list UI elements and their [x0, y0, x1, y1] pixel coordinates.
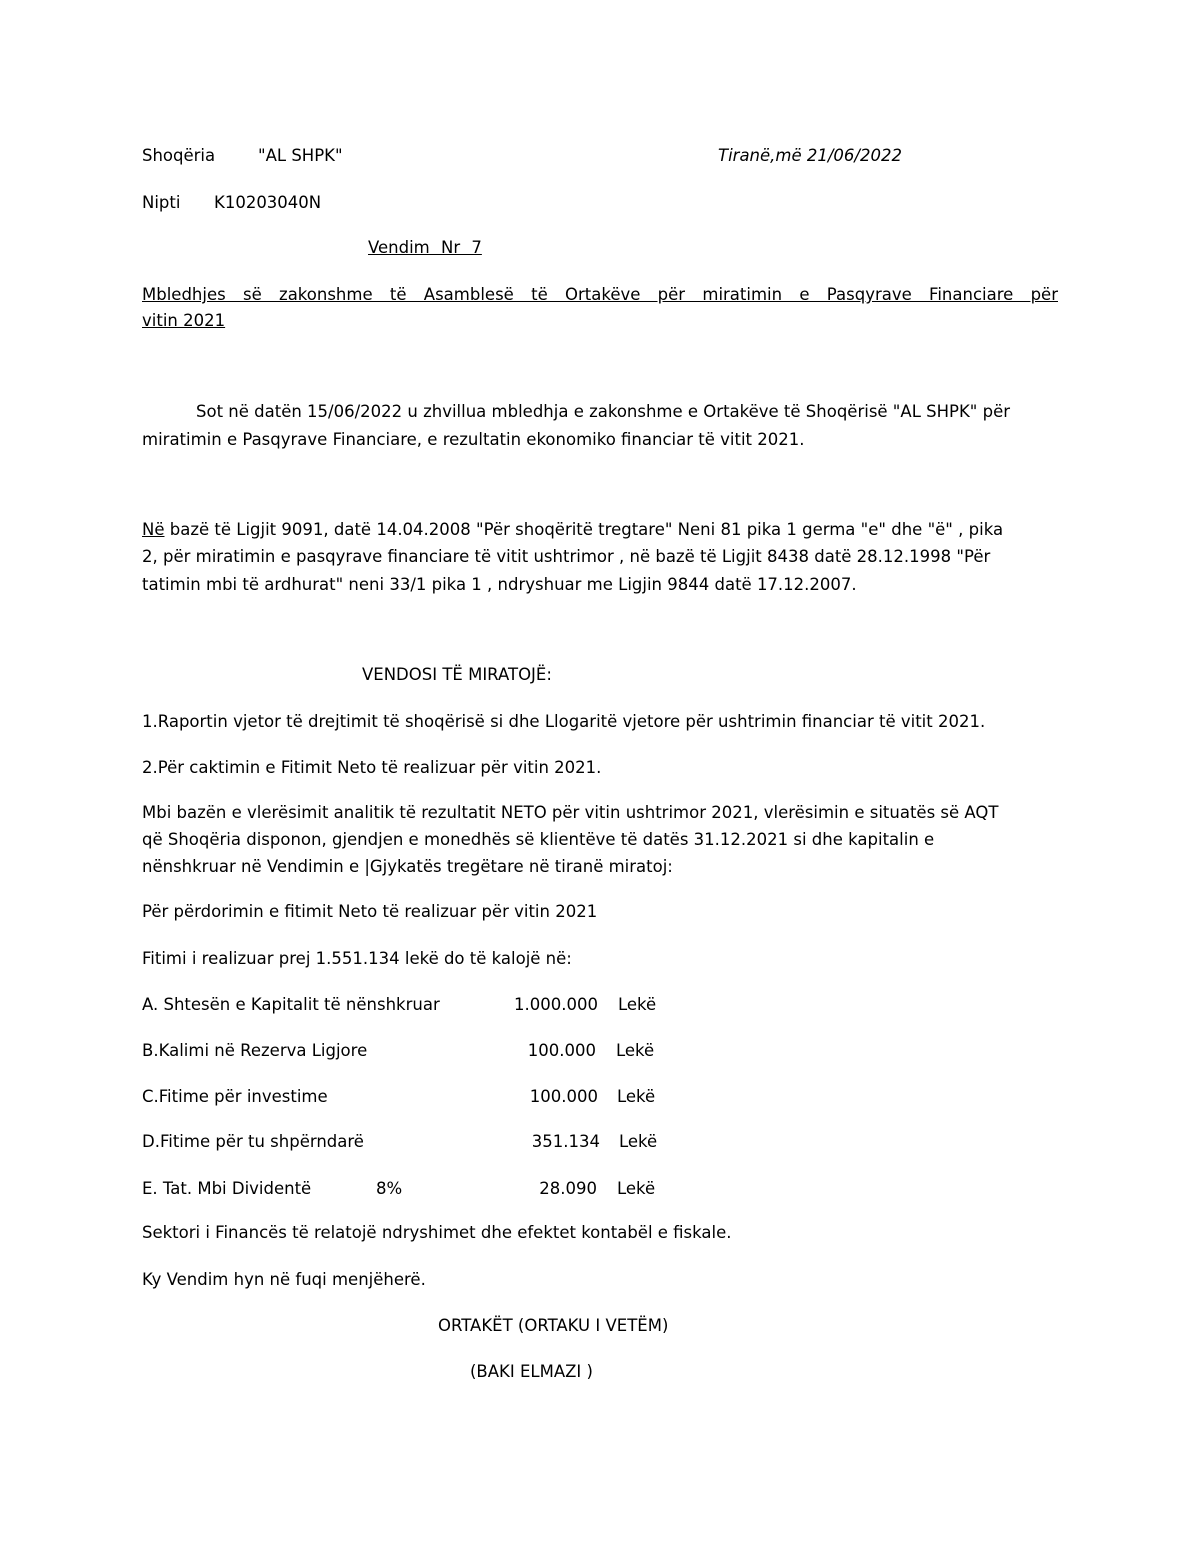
resolution-paragraph-line1: Mbi bazën e vlerësimit analitik të rezultatit NETO për vitin ushtrimor 2021, vlerësimin e situatës së AQT [142, 803, 999, 822]
resolution-heading: VENDOSI TË MIRATOJË: [362, 665, 552, 684]
allocation-label: D.Fitime për tu shpërndarë [142, 1132, 364, 1151]
allocation-currency: Lekë [619, 1132, 658, 1151]
legal-basis-underlined-word: Në [142, 520, 165, 539]
partners-signature-label: ORTAKËT (ORTAKU I VETËM) [438, 1316, 669, 1335]
nipt-value: K10203040N [214, 193, 322, 212]
resolution-paragraph-line3: nënshkruar në Vendimin e |Gjykatës tregëtare në tiranë miratoj: [142, 857, 673, 876]
effective-note: Ky Vendim hyn në fuqi menjëherë. [142, 1270, 426, 1289]
legal-basis-line2: 2, për miratimin e pasqyrave financiare të vitit ushtrimor , në bazë të Ligjit 8438 datë 28.12.1998 "Për [142, 547, 991, 566]
resolution-item-1: 1.Raportin vjetor të drejtimit të shoqërisë si dhe Llogaritë vjetore për ushtrimin financiar të vitit 2021. [142, 712, 986, 731]
allocation-label: B.Kalimi në Rezerva Ligjore [142, 1041, 368, 1060]
allocation-currency: Lekë [618, 995, 657, 1014]
profit-usage-line: Për përdorimin e fitimit Neto të realizuar për vitin 2021 [142, 902, 598, 921]
place-date: Tiranë,më 21/06/2022 [718, 146, 902, 165]
allocation-label: C.Fitime për investime [142, 1087, 328, 1106]
finance-note: Sektori i Financës të relatojë ndryshimet dhe efektet kontabël e fiskale. [142, 1223, 732, 1242]
decision-subtitle-line1: Mbledhjes së zakonshme të Asamblesë të Ortakëve për miratimin e Pasqyrave Financiare për [142, 285, 1058, 304]
company-label: Shoqëria [142, 146, 216, 165]
decision-title: Vendim Nr 7 [368, 238, 482, 257]
signatory-name: (BAKI ELMAZI ) [470, 1362, 593, 1381]
company-name: "AL SHPK" [258, 146, 343, 165]
allocation-amount: 100.000 [529, 1087, 598, 1106]
allocation-currency: Lekë [617, 1179, 656, 1198]
intro-line2: miratimin e Pasqyrave Financiare, e rezultatin ekonomiko financiar të vitit 2021. [142, 430, 805, 449]
allocation-currency: Lekë [616, 1041, 655, 1060]
resolution-item-2: 2.Për caktimin e Fitimit Neto të realizuar për vitin 2021. [142, 758, 602, 777]
nipt-label: Nipti [142, 193, 181, 212]
profit-amount-line: Fitimi i realizuar prej 1.551.134 lekë do të kalojë në: [142, 949, 572, 968]
legal-basis-line3: tatimin mbi të ardhurat" neni 33/1 pika 1 , ndryshuar me Ligjin 9844 datë 17.12.2007. [142, 575, 857, 594]
allocation-rate: 8% [376, 1179, 403, 1198]
allocation-amount: 28.090 [539, 1179, 597, 1198]
allocation-label: E. Tat. Mbi Dividentë [142, 1179, 312, 1198]
legal-basis-line1-text: bazë të Ligjit 9091, datë 14.04.2008 "Për shoqëritë tregtare" Neni 81 pika 1 germa "e" dhe "ë" , pika [164, 520, 1004, 539]
allocation-currency: Lekë [617, 1087, 656, 1106]
decision-subtitle-line2: vitin 2021 [142, 311, 226, 330]
intro-line1: Sot në datën 15/06/2022 u zhvillua mbledhja e zakonshme e Ortakëve të Shoqërisë "AL SHPK" për [196, 402, 1011, 421]
resolution-paragraph-line2: që Shoqëria disponon, gjendjen e monedhës së klientëve të datës 31.12.2021 si dhe kapitalin e [142, 830, 935, 849]
allocation-label: A. Shtesën e Kapitalit të nënshkruar [142, 995, 440, 1014]
allocation-amount: 100.000 [527, 1041, 596, 1060]
allocation-amount: 351.134 [531, 1132, 600, 1151]
legal-basis-line1 [142, 520, 1003, 540]
allocation-amount: 1.000.000 [514, 995, 598, 1014]
